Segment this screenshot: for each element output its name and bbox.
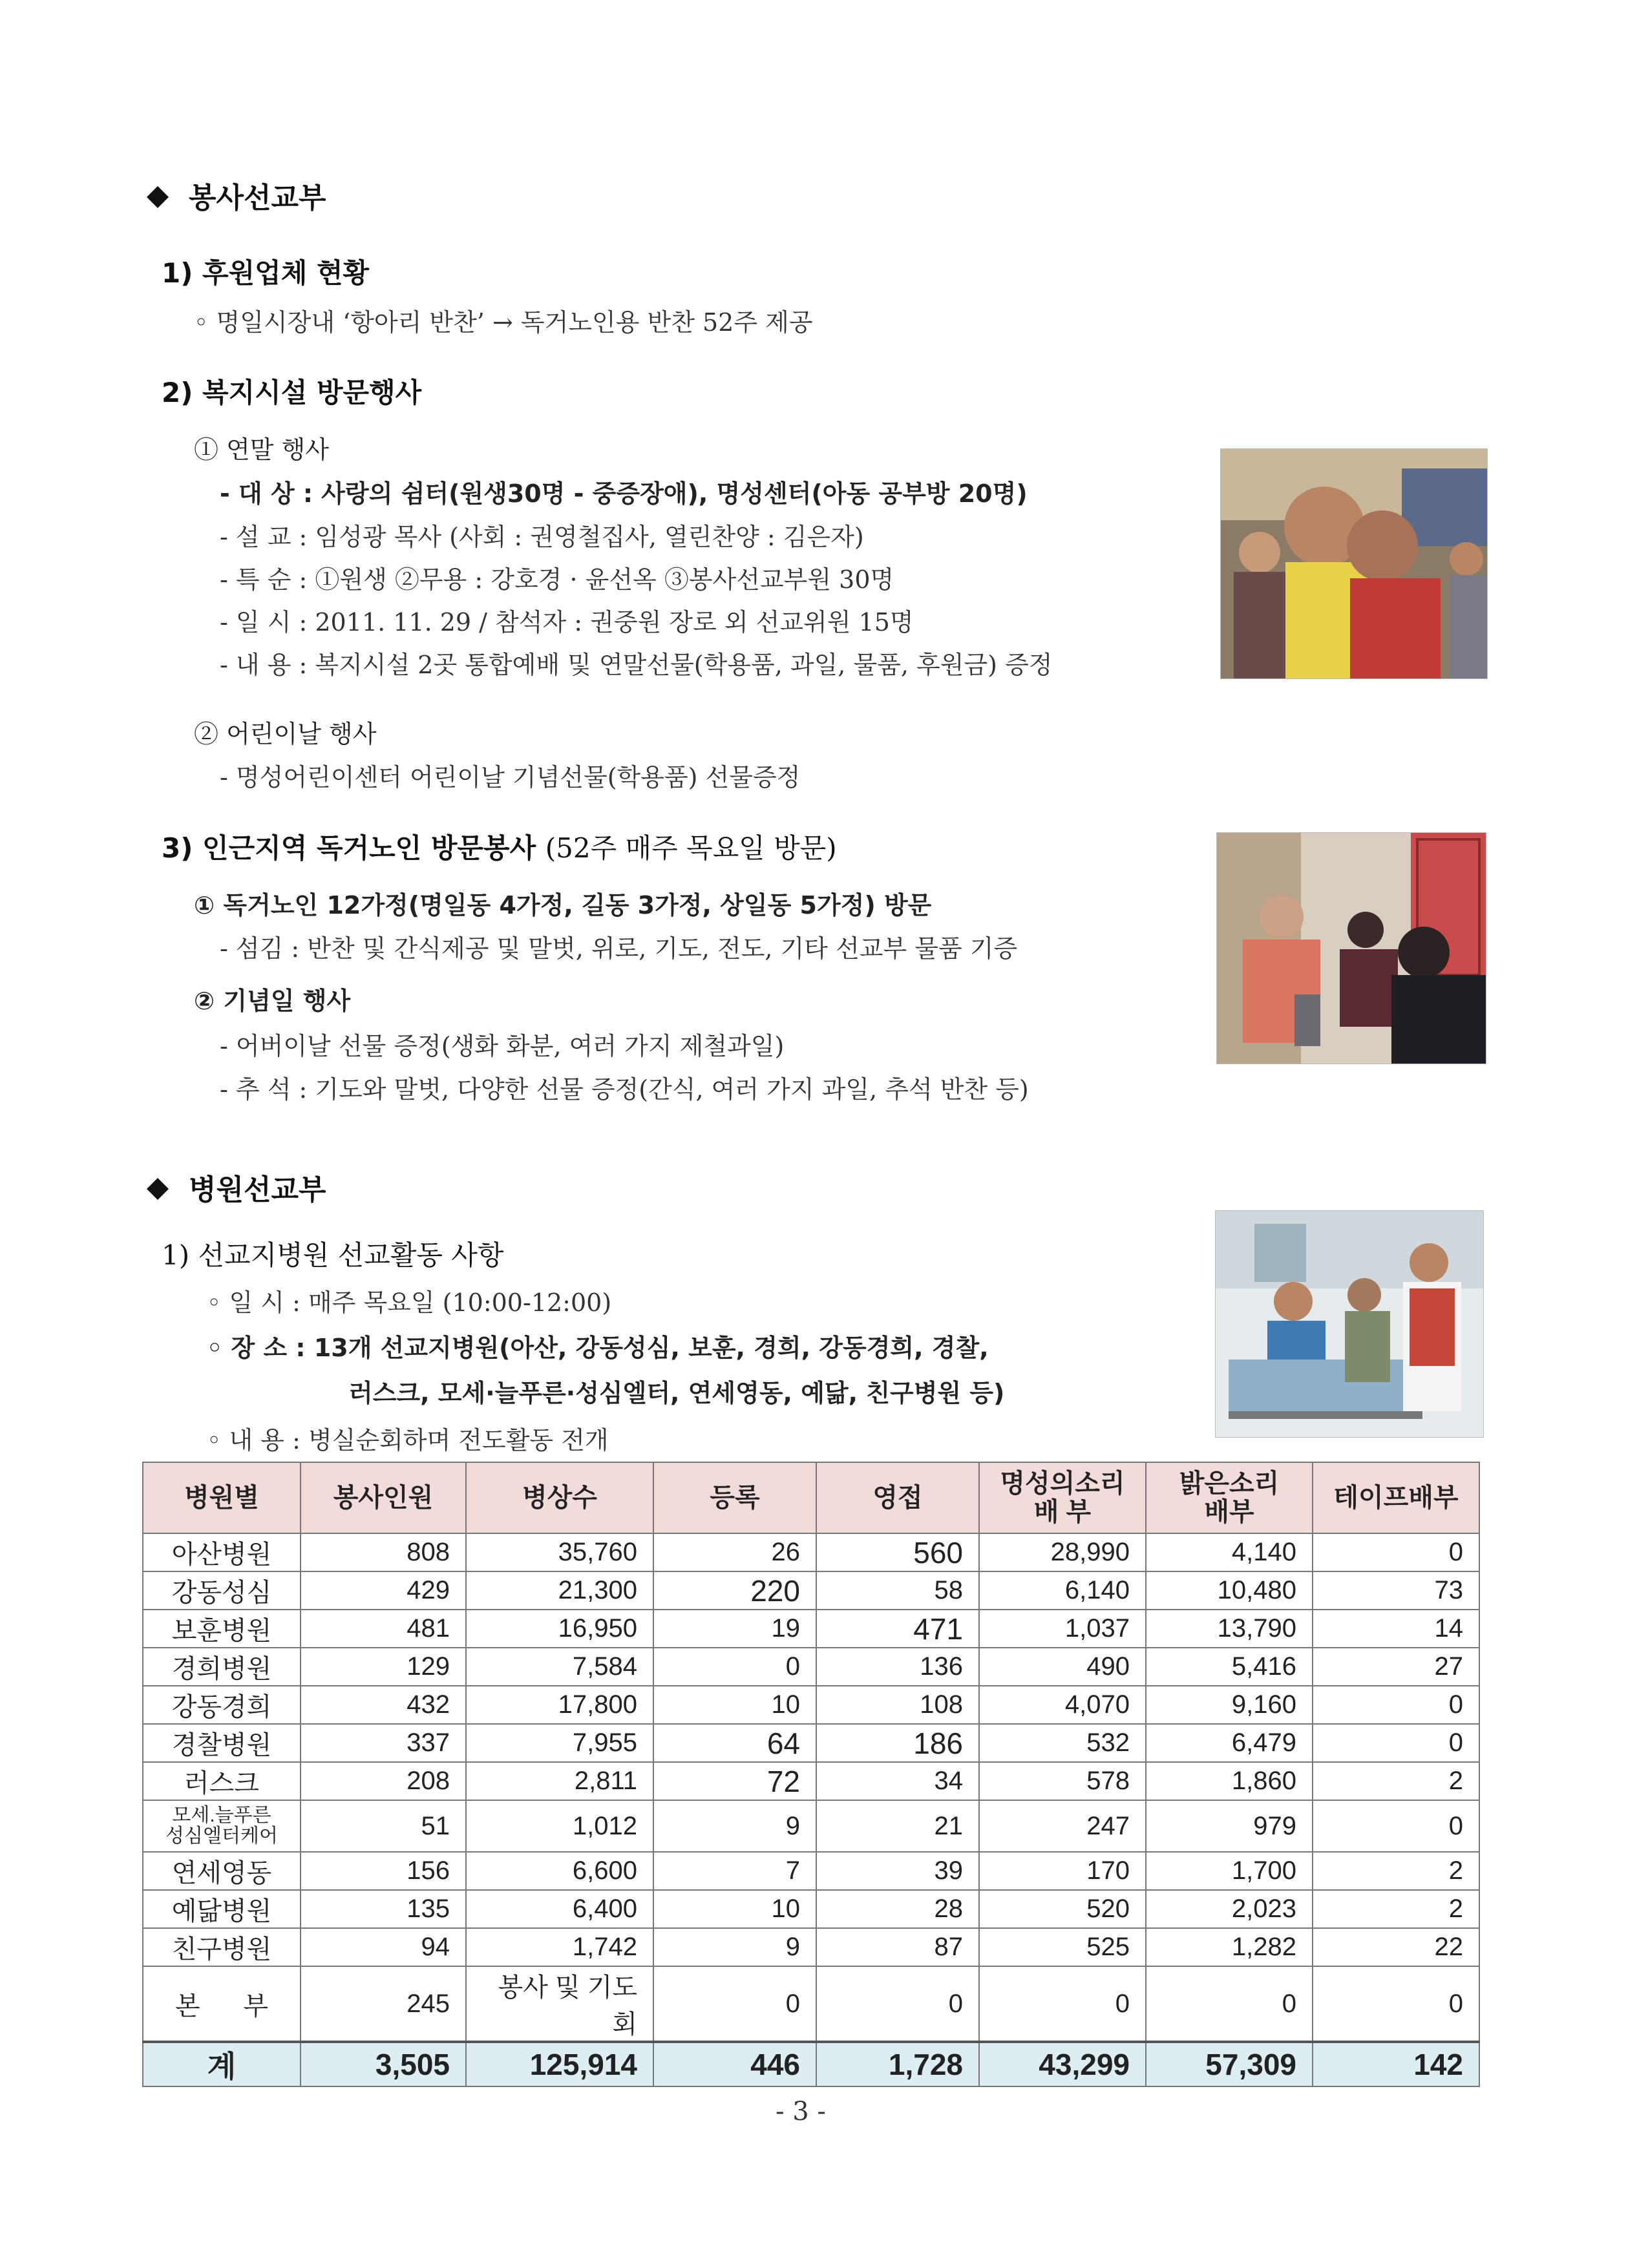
cell-beds: 21,300 <box>466 1571 653 1610</box>
detail-line-place-cont: 러스크, 모세·늘푸른·성심엘터, 연세영동, 예닮, 친구병원 등) <box>349 1379 1005 1407</box>
item-childrens-day: ② 어린이날 행사 <box>194 720 377 748</box>
cell-volunteers: 337 <box>301 1724 466 1762</box>
cell-bright-voice: 1,700 <box>1146 1852 1313 1890</box>
cell-accepted: 108 <box>816 1686 979 1724</box>
cell-tapes: 2 <box>1313 1852 1479 1890</box>
cell-myungsung-voice: 525 <box>979 1928 1146 1966</box>
cell-accepted: 28 <box>816 1890 979 1928</box>
diamond-bullet-icon <box>147 1178 169 1200</box>
header-accepted: 영접 <box>816 1462 979 1533</box>
item-year-end-event: ① 연말 행사 <box>194 436 329 464</box>
cell-myungsung-voice: 532 <box>979 1724 1146 1762</box>
table-row <box>143 1966 1479 2042</box>
cell-registered: 0 <box>653 1966 816 2042</box>
cell-bright-voice: 1,282 <box>1146 1928 1313 1966</box>
cell-total-label: 계 <box>143 2042 301 2086</box>
cell-tapes: 27 <box>1313 1648 1479 1686</box>
table-row <box>143 1648 1479 1686</box>
cell-registered: 220 <box>653 1571 816 1610</box>
subheading-text: 3) 인근지역 독거노인 방문봉사 <box>162 832 536 864</box>
detail-line-place: ◦ 장 소 : 13개 선교지병원(아산, 강동성심, 보훈, 경희, 강동경희, 경찰, <box>207 1334 989 1362</box>
detail-line: - 특 순 : ①원생 ②무용 : 강호경 · 윤선옥 ③봉사선교부원 30명 <box>220 565 894 594</box>
detail-line: - 어버이날 선물 증정(생화 화분, 여러 가지 제철과일) <box>220 1032 785 1060</box>
header-hospital: 병원별 <box>143 1462 301 1533</box>
cell-beds: 7,955 <box>466 1724 653 1762</box>
cell-accepted: 471 <box>816 1610 979 1648</box>
cell-hospital: 강동경희 <box>143 1686 301 1724</box>
detail-line: - 명성어린이센터 어린이날 기념선물(학용품) 선물증정 <box>220 763 801 792</box>
cell-myungsung-voice: 520 <box>979 1890 1146 1928</box>
cell-myungsung-voice: 490 <box>979 1648 1146 1686</box>
cell-total-accepted: 1,728 <box>816 2042 979 2086</box>
cell-bright-voice: 9,160 <box>1146 1686 1313 1724</box>
cell-myungsung-voice: 170 <box>979 1852 1146 1890</box>
cell-tapes: 0 <box>1313 1686 1479 1724</box>
cell-accepted: 87 <box>816 1928 979 1966</box>
subheading-sponsors: 1) 후원업체 현황 <box>162 257 370 289</box>
section-title-hospital-mission <box>150 1166 326 1208</box>
detail-line: - 설 교 : 임성광 목사 (사회 : 권영철집사, 열린찬양 : 김은자) <box>220 523 864 551</box>
cell-hospital: 본 부 <box>143 1966 301 2042</box>
cell-volunteers: 208 <box>301 1762 466 1800</box>
cell-accepted: 560 <box>816 1533 979 1571</box>
photo-hospital-visit <box>1215 1210 1484 1438</box>
item-elderly-households: ① 독거노인 12가정(명일동 4가정, 길동 3가정, 상일동 5가정) 방문 <box>194 891 932 919</box>
hospital-statistics-table <box>142 1462 1480 2087</box>
cell-volunteers: 481 <box>301 1610 466 1648</box>
detail-line: - 추 석 : 기도와 말벗, 다양한 선물 증정(간식, 여러 가지 과일, 추석 반찬 등) <box>220 1075 1029 1104</box>
cell-beds: 6,600 <box>466 1852 653 1890</box>
cell-myungsung-voice: 1,037 <box>979 1610 1146 1648</box>
cell-total-bright-voice: 57,309 <box>1146 2042 1313 2086</box>
cell-registered: 9 <box>653 1928 816 1966</box>
cell-volunteers: 129 <box>301 1648 466 1686</box>
subheading-elderly-visits <box>162 827 837 866</box>
cell-myungsung-voice: 247 <box>979 1800 1146 1852</box>
table-row <box>143 1724 1479 1762</box>
cell-tapes: 0 <box>1313 1800 1479 1852</box>
cell-accepted: 34 <box>816 1762 979 1800</box>
cell-accepted: 58 <box>816 1571 979 1610</box>
table-total-row <box>143 2042 1479 2086</box>
photo-hospital-visit-image <box>1216 1211 1483 1437</box>
cell-total-tapes: 142 <box>1313 2042 1479 2086</box>
cell-hospital: 아산병원 <box>143 1533 301 1571</box>
cell-beds: 1,012 <box>466 1800 653 1852</box>
cell-bright-voice: 2,023 <box>1146 1890 1313 1928</box>
table-row <box>143 1800 1479 1852</box>
cell-hospital: 모세.늘푸른 성심엘터케어 <box>143 1800 301 1852</box>
cell-hospital: 러스크 <box>143 1762 301 1800</box>
section-title-volunteer-mission <box>150 174 326 216</box>
table-row <box>143 1762 1479 1800</box>
detail-line-time: ◦ 일 시 : 매주 목요일 (10:00-12:00) <box>207 1288 612 1317</box>
cell-myungsung-voice: 0 <box>979 1966 1146 2042</box>
cell-volunteers: 94 <box>301 1928 466 1966</box>
header-beds: 병상수 <box>466 1462 653 1533</box>
cell-myungsung-voice: 578 <box>979 1762 1146 1800</box>
subheading-note: (52주 매주 목요일 방문) <box>545 832 837 864</box>
cell-bright-voice: 13,790 <box>1146 1610 1313 1648</box>
cell-accepted: 39 <box>816 1852 979 1890</box>
cell-bright-voice: 4,140 <box>1146 1533 1313 1571</box>
cell-tapes: 2 <box>1313 1762 1479 1800</box>
cell-myungsung-voice: 4,070 <box>979 1686 1146 1724</box>
cell-total-registered: 446 <box>653 2042 816 2086</box>
cell-beds: 16,950 <box>466 1610 653 1648</box>
photo-year-end-event-image <box>1221 449 1487 678</box>
cell-volunteers: 156 <box>301 1852 466 1890</box>
cell-registered: 26 <box>653 1533 816 1571</box>
cell-hospital: 친구병원 <box>143 1928 301 1966</box>
cell-total-myungsung-voice: 43,299 <box>979 2042 1146 2086</box>
detail-line: - 내 용 : 복지시설 2곳 통합예배 및 연말선물(학용품, 과일, 물품, 후원금) 증정 <box>220 651 1053 679</box>
cell-volunteers: 808 <box>301 1533 466 1571</box>
table-header-row <box>143 1462 1479 1533</box>
cell-volunteers: 135 <box>301 1890 466 1928</box>
cell-accepted: 21 <box>816 1800 979 1852</box>
detail-line-content: ◦ 내 용 : 병실순회하며 전도활동 전개 <box>207 1426 609 1454</box>
table-row <box>143 1852 1479 1890</box>
cell-registered: 10 <box>653 1686 816 1724</box>
cell-accepted: 186 <box>816 1724 979 1762</box>
table-row <box>143 1610 1479 1648</box>
item-anniversary-events: ② 기념일 행사 <box>194 987 351 1015</box>
cell-tapes: 0 <box>1313 1533 1479 1571</box>
cell-registered: 72 <box>653 1762 816 1800</box>
table-row <box>143 1890 1479 1928</box>
cell-bright-voice: 6,479 <box>1146 1724 1313 1762</box>
table-row <box>143 1928 1479 1966</box>
cell-beds: 봉사 및 기도회 <box>466 1966 653 2042</box>
cell-bright-voice: 0 <box>1146 1966 1313 2042</box>
cell-total-volunteers: 3,505 <box>301 2042 466 2086</box>
cell-tapes: 73 <box>1313 1571 1479 1610</box>
cell-tapes: 0 <box>1313 1966 1479 2042</box>
cell-hospital: 예닮병원 <box>143 1890 301 1928</box>
cell-hospital: 경찰병원 <box>143 1724 301 1762</box>
cell-bright-voice: 10,480 <box>1146 1571 1313 1610</box>
cell-volunteers: 432 <box>301 1686 466 1724</box>
cell-registered: 19 <box>653 1610 816 1648</box>
photo-year-end-event <box>1220 448 1488 679</box>
cell-myungsung-voice: 28,990 <box>979 1533 1146 1571</box>
header-volunteers: 봉사인원 <box>301 1462 466 1533</box>
cell-registered: 0 <box>653 1648 816 1686</box>
cell-total-beds: 125,914 <box>466 2042 653 2086</box>
header-bright-voice: 밝은소리 배부 <box>1146 1462 1313 1533</box>
table-row <box>143 1686 1479 1724</box>
header-myungsung-voice: 명성의소리 배 부 <box>979 1462 1146 1533</box>
cell-tapes: 0 <box>1313 1724 1479 1762</box>
cell-beds: 7,584 <box>466 1648 653 1686</box>
table-row <box>143 1571 1479 1610</box>
header-registered: 등록 <box>653 1462 816 1533</box>
subheading-welfare-visits: 2) 복지시설 방문행사 <box>162 377 422 408</box>
cell-myungsung-voice: 6,140 <box>979 1571 1146 1610</box>
detail-line: - 대 상 : 사랑의 쉼터(원생30명 - 중증장애), 명성센터(아동 공부방 20명) <box>220 479 1028 508</box>
page-number: - 3 - <box>776 2097 826 2126</box>
cell-beds: 1,742 <box>466 1928 653 1966</box>
cell-volunteers: 245 <box>301 1966 466 2042</box>
photo-elderly-visit <box>1216 832 1486 1064</box>
cell-registered: 10 <box>653 1890 816 1928</box>
section-title-text: 봉사선교부 <box>189 182 326 215</box>
cell-bright-voice: 1,860 <box>1146 1762 1313 1800</box>
cell-volunteers: 429 <box>301 1571 466 1610</box>
photo-elderly-visit-image <box>1217 833 1486 1064</box>
cell-hospital: 강동성심 <box>143 1571 301 1610</box>
cell-accepted: 0 <box>816 1966 979 2042</box>
cell-registered: 9 <box>653 1800 816 1852</box>
cell-beds: 17,800 <box>466 1686 653 1724</box>
cell-tapes: 22 <box>1313 1928 1479 1966</box>
sponsor-line: ◦ 명일시장내 ‘항아리 반찬’ → 독거노인용 반찬 52주 제공 <box>194 308 813 337</box>
cell-tapes: 14 <box>1313 1610 1479 1648</box>
cell-volunteers: 51 <box>301 1800 466 1852</box>
cell-hospital: 경희병원 <box>143 1648 301 1686</box>
cell-hospital: 연세영동 <box>143 1852 301 1890</box>
subheading-hospital-activities: 1) 선교지병원 선교활동 사항 <box>162 1239 504 1271</box>
cell-registered: 7 <box>653 1852 816 1890</box>
cell-bright-voice: 5,416 <box>1146 1648 1313 1686</box>
detail-line: - 섬김 : 반찬 및 간식제공 및 말벗, 위로, 기도, 전도, 기타 선교부 물품 기증 <box>220 934 1018 963</box>
detail-line: - 일 시 : 2011. 11. 29 / 참석자 : 권중원 장로 외 선교위원 15명 <box>220 608 914 636</box>
section-title-text: 병원선교부 <box>189 1173 326 1206</box>
cell-beds: 35,760 <box>466 1533 653 1571</box>
cell-bright-voice: 979 <box>1146 1800 1313 1852</box>
cell-registered: 64 <box>653 1724 816 1762</box>
cell-hospital: 보훈병원 <box>143 1610 301 1648</box>
cell-accepted: 136 <box>816 1648 979 1686</box>
cell-beds: 6,400 <box>466 1890 653 1928</box>
cell-tapes: 2 <box>1313 1890 1479 1928</box>
header-tapes: 테이프배부 <box>1313 1462 1479 1533</box>
cell-beds: 2,811 <box>466 1762 653 1800</box>
table-row <box>143 1533 1479 1571</box>
diamond-bullet-icon <box>147 186 169 208</box>
